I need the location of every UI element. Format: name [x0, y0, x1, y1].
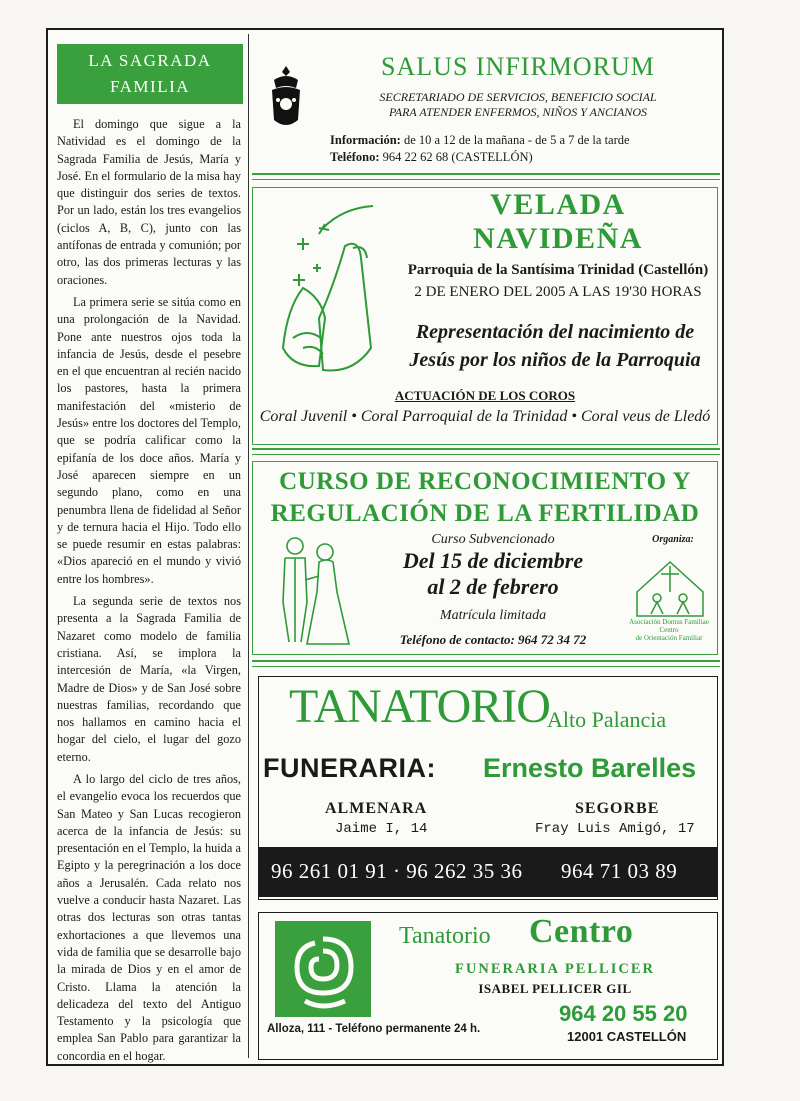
curso-matricula: Matrícula limitada: [439, 608, 547, 623]
column-title: [57, 44, 243, 104]
centro-address: Alloza, 111 - Teléfono permanente 24 h.: [267, 1023, 481, 1035]
tanatorio-alto-palancia-ad: [258, 676, 718, 900]
velada-title-line2: NAVIDEÑA: [473, 222, 643, 255]
coros-list: Coral Juvenil • Coral Parroquial de la Trinidad • Coral veus de Lledó: [259, 408, 711, 425]
info-label: Información:: [330, 133, 401, 147]
divider: [252, 173, 720, 180]
tanatorio-location: Alto Palancia: [547, 707, 667, 732]
salus-contact: [330, 132, 710, 166]
centro-city: 12001 CASTELLÓN: [567, 1029, 687, 1044]
salus-subtitle: [328, 90, 708, 120]
salus-subtitle-line2: PARA ATENDER ENFERMOS, NIÑOS Y ANCIANOS: [388, 105, 647, 119]
salus-subtitle-line1: SECRETARIADO DE SERVICIOS, BENEFICIO SOCIAL: [379, 90, 657, 104]
divider: [252, 448, 720, 455]
column-title-line1: LA SAGRADA: [88, 51, 212, 70]
curso-title: [253, 466, 717, 530]
column-paragraph: La primera serie se sitúa como en una prolongación de la Navidad. Pone ante nuestros ojos toda la infancia de Jesús, desde el pesebre en el que encuentran al recién nacido los pastores, hasta la primera manifestación del «misterio de Jesús» entre los doctores del Templo, que se podría calificar como la epifanía de los doce años. María y José aparecen siempre en un segundo plano, como en una penumbra llena de fidelidad al Señor y de ternura hacia el Hijo. Todo ello se puede resumir en estas palabras: «Dios apareció en el mundo y vivió entre los hombres».: [57, 294, 241, 586]
org-line3: de Orientación Familiar: [635, 634, 703, 642]
org-line1: Asociación Domus Familiae: [629, 618, 709, 626]
tanatorio-title: TANATORIO: [289, 680, 550, 733]
column-body: [57, 116, 241, 1070]
velada-navidena-ad: [252, 187, 718, 445]
sagrada-familia-column: [51, 34, 249, 1063]
curso-dates-line1: Del 15 de diciembre: [402, 548, 584, 573]
velada-rep-line1: Representación del nacimiento de: [415, 321, 695, 343]
curso-title-line1: CURSO DE RECONOCIMIENTO Y: [279, 468, 691, 495]
crown-emblem-icon: [268, 64, 304, 134]
funeraria-label: FUNERARIA:: [263, 753, 436, 783]
velada-title: [403, 188, 713, 256]
phones-almenara: 96 261 01 91 · 96 262 35 36: [271, 859, 523, 883]
funeraria-owner: Ernesto Barelles: [483, 753, 697, 783]
rose-logo-icon: [275, 921, 371, 1017]
owner-name: ISABEL PELLICER GIL: [478, 981, 632, 996]
nativity-illustration-icon: [263, 198, 393, 378]
phone-bar: [259, 847, 717, 897]
address-almenara: Jaime I, 14: [335, 821, 428, 837]
centro-phone: 964 20 55 20: [559, 1001, 688, 1026]
column-paragraph: La segunda serie de textos nos presenta a la Sagrada Familia de Nazaret como modelo de familia cristiana. Así, se implora la intercesión de María, «la Virgen, Madre de Dios» y de San José sobre nuestras familias, recordando que nos hallamos en camino hacia el hogar del cielo, el lugar del gozo eterno.: [57, 594, 241, 764]
org-line2: Centro: [659, 626, 679, 634]
velada-parish: Parroquia de la Santísima Trinidad (Castellón): [407, 262, 709, 278]
curso-phone: Teléfono de contacto: 964 72 34 72: [399, 632, 587, 647]
divider: [252, 660, 720, 667]
salus-title: SALUS INFIRMORUM: [381, 52, 655, 81]
organizer-name: [621, 618, 717, 642]
town-segorbe: SEGORBE: [575, 800, 660, 817]
curso-dates-line2: al 2 de febrero: [427, 574, 559, 599]
funeraria-pellicer: FUNERARIA PELLICER: [455, 961, 655, 977]
velada-representation: [393, 318, 717, 374]
address-segorbe: Fray Luis Amigó, 17: [535, 821, 695, 837]
salus-phone: 964 22 62 68 (CASTELLÓN): [382, 150, 533, 164]
tanatorio-centro-word: Tanatorio: [399, 923, 491, 949]
phone-segorbe: 964 71 03 89: [561, 859, 678, 883]
salus-infirmorum-ad: [258, 42, 714, 170]
tanatorio-centro-ad: [258, 912, 718, 1060]
curso-dates: [343, 548, 643, 600]
column-paragraph: A lo largo del ciclo de tres años, el evangelio evoca los recuerdos que San Mateo y San Lucas recogieron acerca de la infancia de Jesús: su presentación en el Templo, la huida a Egipto y la peregrinación a los doce años a Jerusalén. Cada relato nos vuelve a conducir hasta Nazaret. Las otras dos lecturas son otras tantas exhortaciones a que llevemos una vida de familia que se desarrolle bajo la mirada de Dios y en el amor de Cristo. Llama la atención la delicadeza del texto del Antiguo Testamento y la psicología que emplea San Pablo para garantizar la concordia en el hogar.: [57, 771, 241, 1063]
info-hours: de 10 a 12 de la mañana - de 5 a 7 de la tarde: [403, 133, 630, 147]
velada-date: 2 DE ENERO DEL 2005 A LAS 19'30 HORAS: [414, 284, 702, 300]
organiza-label: Organiza:: [652, 534, 694, 545]
curso-title-line2: REGULACIÓN DE LA FERTILIDAD: [270, 500, 700, 527]
curso-subtitle: Curso Subvencionado: [431, 532, 555, 547]
velada-title-line1: VELADA: [490, 188, 626, 221]
column-title-line2: FAMILIA: [109, 77, 191, 96]
tanatorio-centro-name: Centro: [529, 913, 634, 950]
curso-fertilidad-ad: [252, 461, 718, 655]
velada-rep-line2: Jesús por los niños de la Parroquia: [409, 349, 701, 371]
town-almenara: ALMENARA: [325, 800, 428, 817]
coros-heading: ACTUACIÓN DE LOS COROS: [394, 388, 576, 403]
phone-label: Teléfono:: [330, 150, 380, 164]
column-paragraph: El domingo que sigue a la Natividad es el domingo de la Sagrada Familia de Jesús, María y José. En el formulario de la misa hay que distinguir dos series de textos. Por un lado, están los tres evangelios (ciclos A, B, C), junto con las antífonas de entrada y comunión; por otro, las dos primeras lecturas y las oraciones.: [57, 117, 241, 287]
